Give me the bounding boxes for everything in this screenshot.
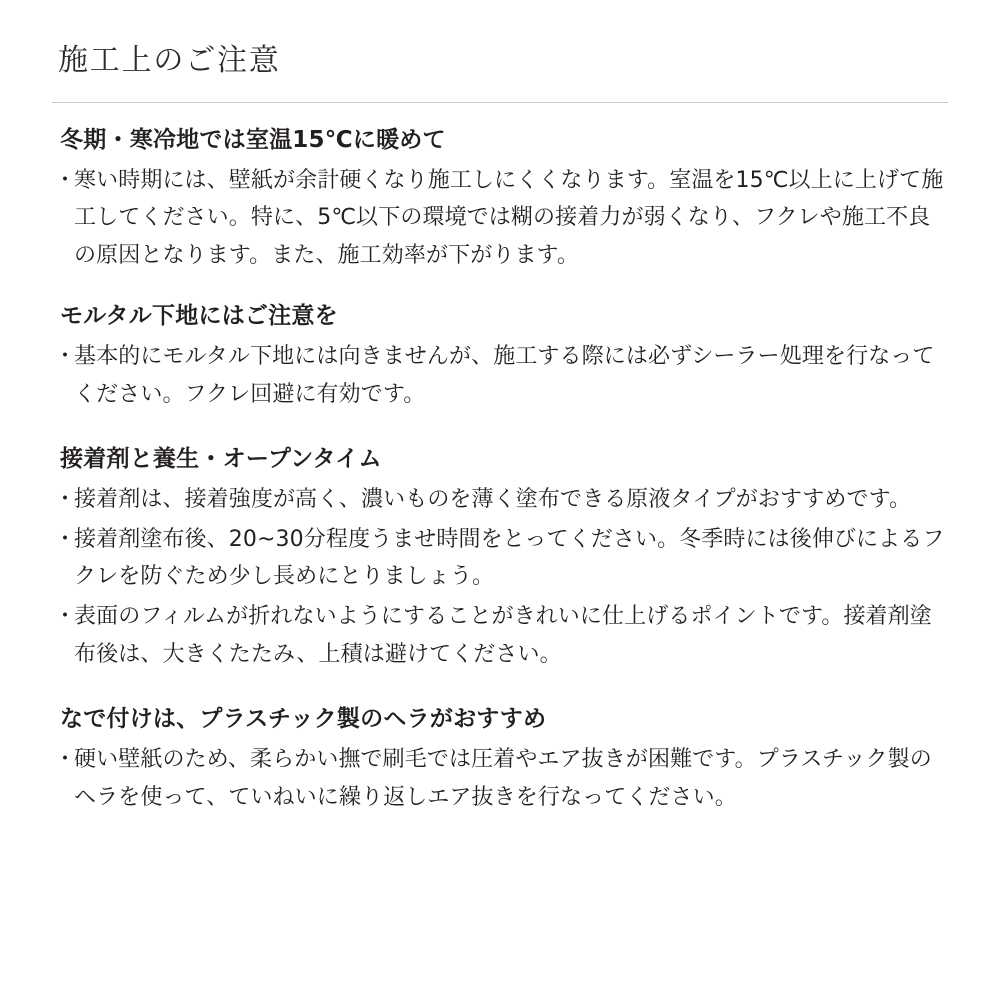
bullet-marker: ・ [54,486,77,512]
list-item [52,521,948,597]
list-item-text: 硬い壁紙のため、柔らかい撫で刷毛では圧着やエア抜きが困難です。プラスチック製のヘラを使って、ていねいに繰り返しエア抜きを行なってください。 [74,746,932,810]
section-heading: モルタル下地にはご注意を [60,303,338,330]
section-heading: 冬期・寒冷地では室温15℃に暖めて [60,126,446,153]
bullet-marker: ・ [54,604,77,630]
section-plastic-spatula [52,704,948,817]
bullet-marker: ・ [54,167,77,193]
list-item [52,338,948,414]
section-adhesive-open-time [52,444,948,674]
list-item-text: 寒い時期には、壁紙が余計硬くなり施工しにくくなります。室温を15℃以上に上げて施工してください。特に、5℃以下の環境では糊の接着力が弱くなり、フクレや施工不良の原因となります。また、施工効率が下がります。 [74,167,944,269]
section-heading: なで付けは、プラスチック製のヘラがおすすめ [60,705,547,732]
bullet-list [52,162,948,275]
bullet-list [52,741,948,817]
bullet-list [52,338,948,414]
list-item [52,598,948,674]
title-divider [52,102,948,103]
list-item [52,741,948,817]
bullet-list [52,481,948,674]
list-item-text: 基本的にモルタル下地には向きませんが、施工する際には必ずシーラー処理を行なってください。フクレ回避に有効です。 [74,344,935,407]
bullet-marker: ・ [54,746,77,772]
list-item-text: 接着剤は、接着強度が高く、濃いものを薄く塗布できる原液タイプがおすすめです。 [74,486,912,512]
section-mortar-substrate [52,301,948,414]
document-body [52,125,948,817]
list-item-text: 接着剤塗布後、20~30分程度うませ時間をとってください。冬季時には後伸びによるフクレを防ぐため少し長めにとりましょう。 [74,526,945,590]
bullet-marker: ・ [54,344,77,370]
page-title: 施工上のご注意 [58,43,281,78]
list-item-text: 表面のフィルムが折れないようにすることがきれいに仕上げるポイントです。接着剤塗布後は、大きくたたみ、上積は避けてください。 [74,604,932,668]
list-item [52,162,948,275]
section-winter-cold [52,125,948,276]
section-heading: 接着剤と養生・オープンタイム [60,445,382,472]
list-item [52,481,948,519]
bullet-marker: ・ [54,526,77,552]
